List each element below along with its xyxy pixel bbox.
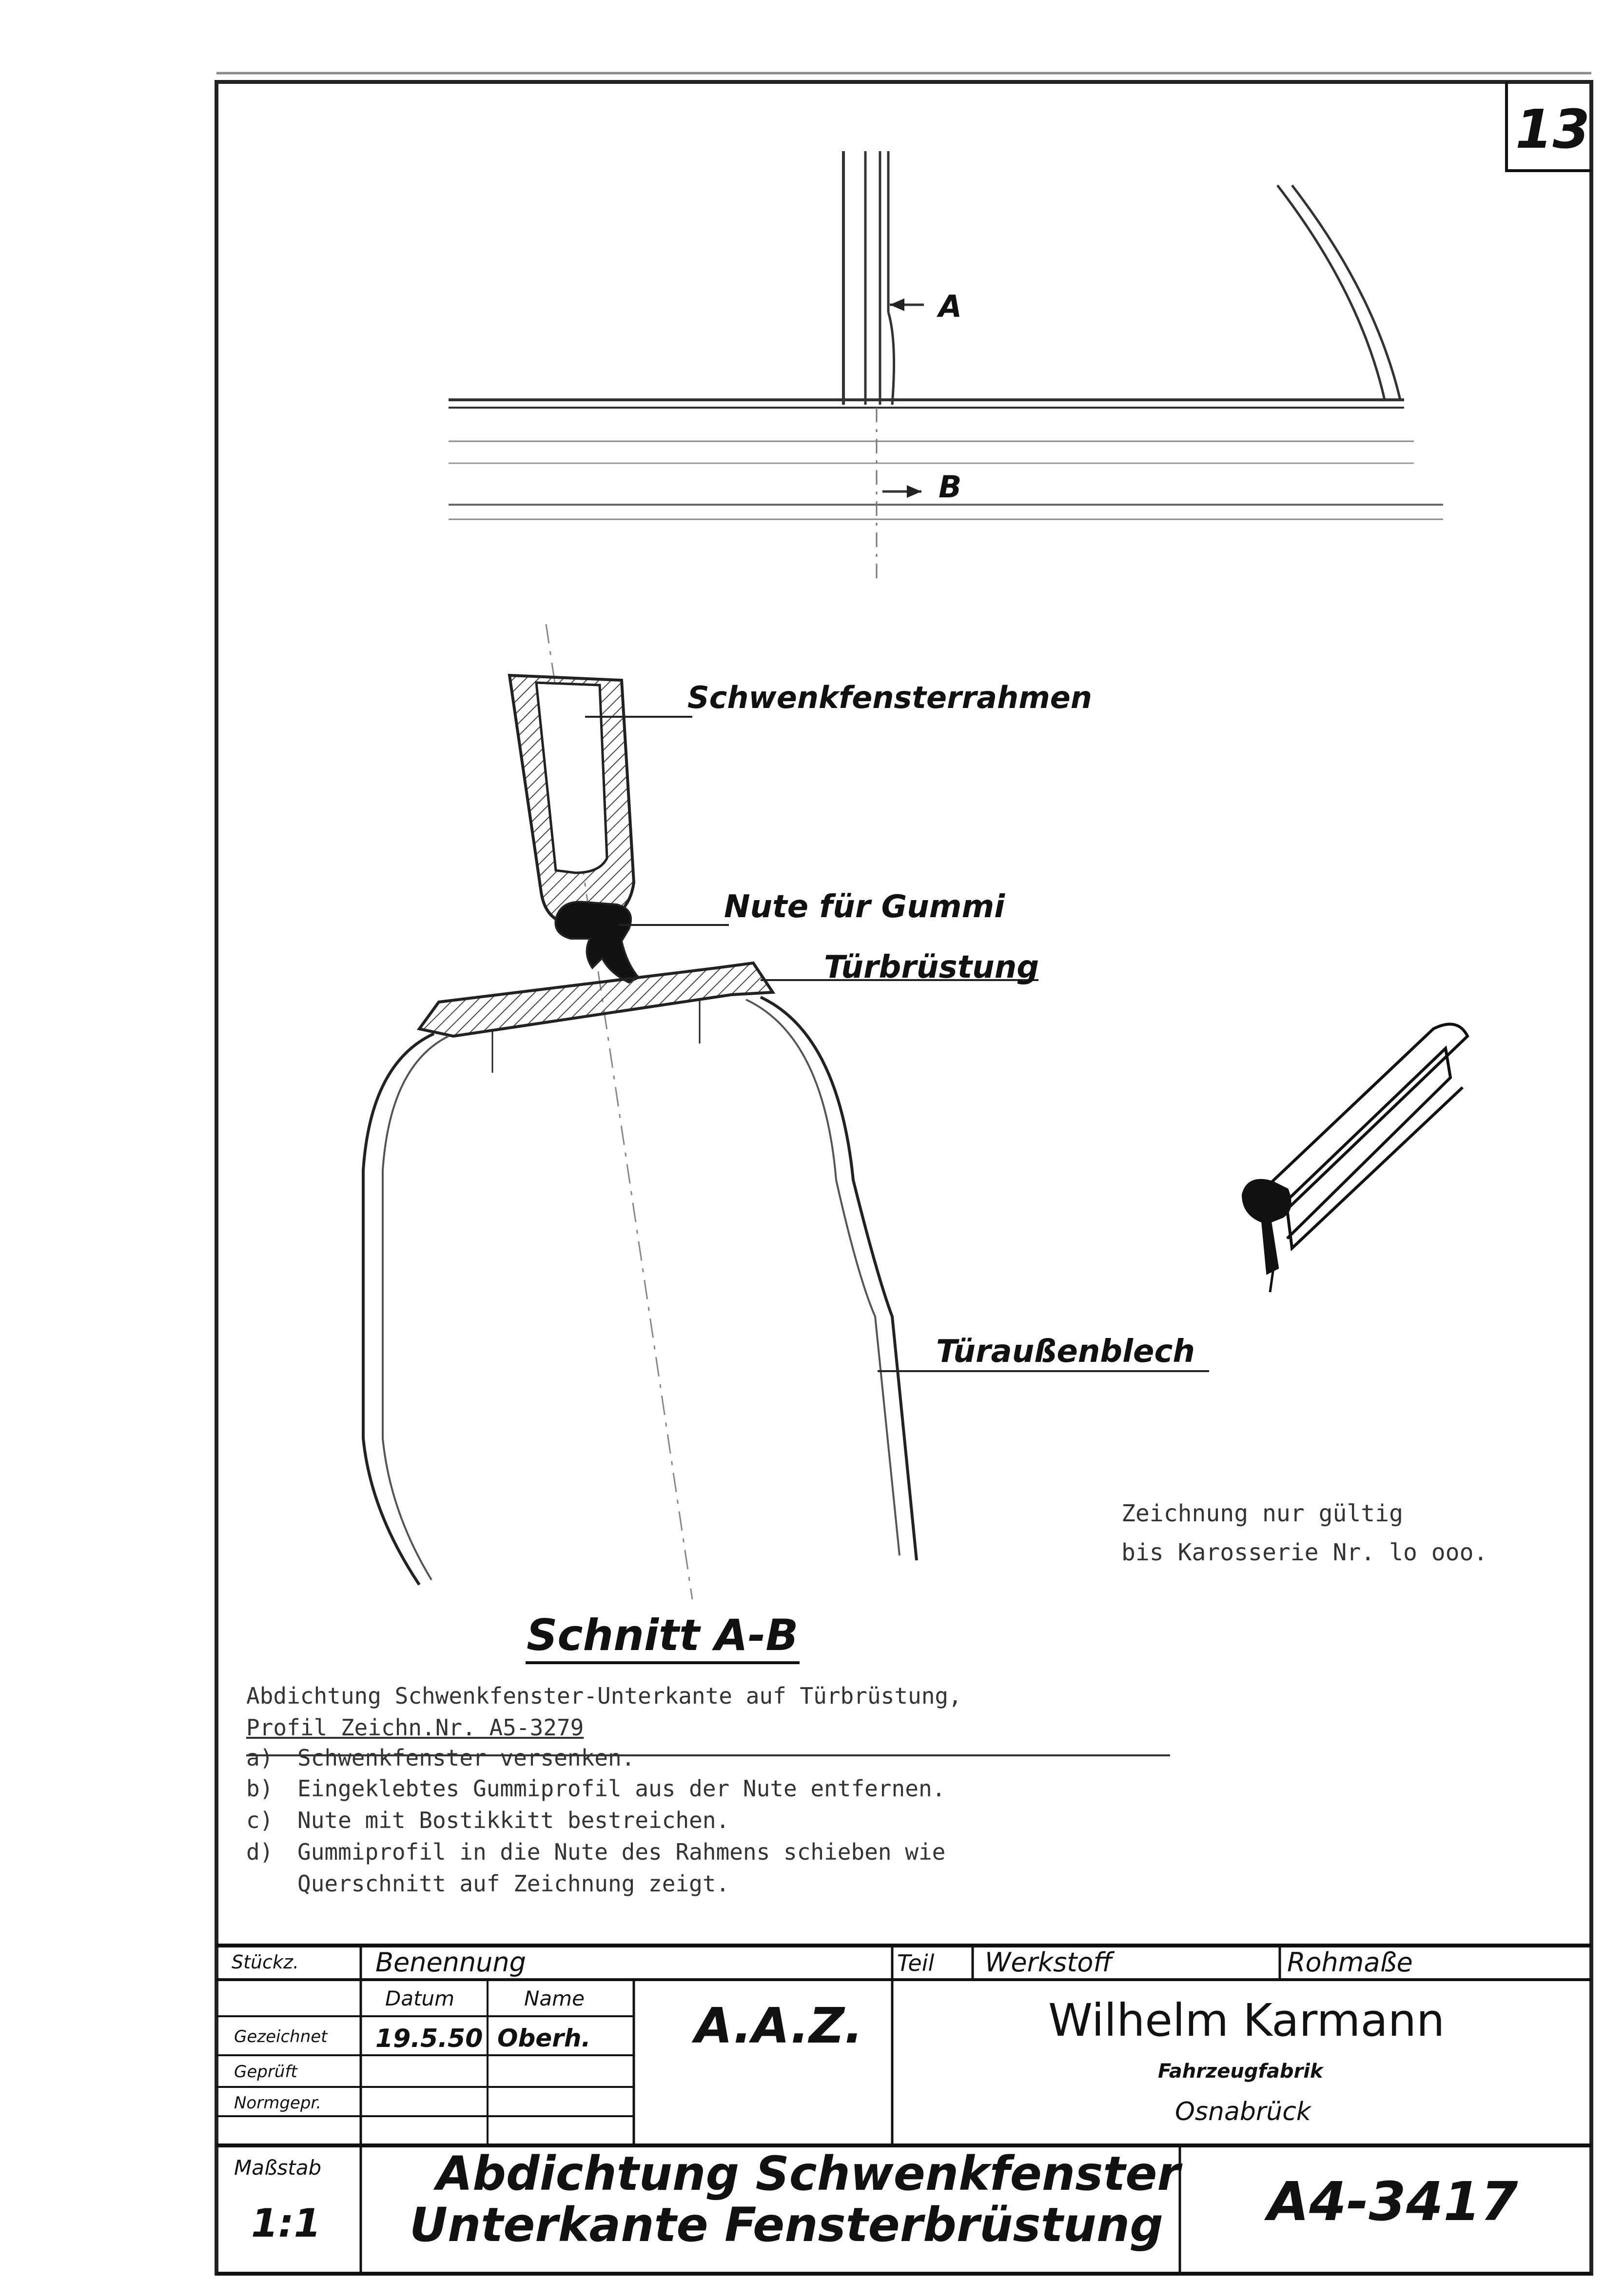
- row-checked: Geprüft: [234, 2062, 297, 2082]
- scale-value: 1:1: [251, 2201, 321, 2246]
- validity-note-line1: Zeichnung nur gültig: [1121, 1500, 1403, 1527]
- drawn-name: Oberh.: [497, 2024, 591, 2052]
- row-norm: Normgepr.: [234, 2093, 322, 2113]
- company-subtitle: Fahrzeugfabrik: [1158, 2060, 1323, 2083]
- step-text-d-cont: Querschnitt auf Zeichnung zeigt.: [297, 1870, 730, 1897]
- step-text-c: Nute mit Bostikkitt bestreichen.: [297, 1807, 730, 1833]
- drawn-date: 19.5.50: [375, 2024, 483, 2053]
- top-view: [449, 151, 1443, 585]
- department-code: A.A.Z.: [695, 1997, 863, 2054]
- header-material: Werkstoff: [985, 1947, 1113, 1978]
- rubber-profile-section: [555, 902, 639, 983]
- title-line-1: Abdichtung Schwenkfenster: [436, 2146, 1180, 2201]
- section-marker-b: B: [939, 469, 962, 505]
- col-date: Datum: [385, 1986, 455, 2010]
- title-line-2: Unterkante Fensterbrüstung: [410, 2198, 1163, 2252]
- row-drawn: Gezeichnet: [234, 2027, 328, 2046]
- instructions-heading-2: Profil Zeichn.Nr. A5-3279: [246, 1714, 584, 1741]
- drawing-number: A4-3417: [1268, 2170, 1518, 2233]
- step-text-b: Eingeklebtes Gummiprofil aus der Nute entfernen.: [297, 1775, 946, 1802]
- label-rubber-groove: Nute für Gummi: [724, 889, 1005, 925]
- col-name: Name: [524, 1986, 585, 2010]
- company-city: Osnabrück: [1175, 2097, 1311, 2126]
- label-window-frame: Schwenkfensterrahmen: [687, 680, 1092, 715]
- header-qty: Stückz.: [232, 1951, 299, 1973]
- header-raw-size: Rohmaße: [1287, 1947, 1413, 1978]
- scale-label: Maßstab: [234, 2156, 322, 2180]
- step-letter-b: b): [246, 1775, 274, 1802]
- step-text-d: Gummiprofil in die Nute des Rahmens schieben wie: [297, 1839, 946, 1865]
- door-outer-panel: [363, 1034, 434, 1585]
- section-marker-a: A: [939, 289, 962, 324]
- validity-note-line2: bis Karosserie Nr. lo ooo.: [1121, 1539, 1488, 1566]
- section-view: [363, 624, 1209, 1599]
- label-outer-panel: Türaußenblech: [936, 1334, 1195, 1370]
- step-letter-a: a): [246, 1745, 274, 1771]
- company-name: Wilhelm Karmann: [1048, 1994, 1445, 2046]
- section-title: Schnitt A-B: [527, 1610, 799, 1660]
- step-letter-d: d): [246, 1839, 274, 1865]
- step-text-a: Schwenkfenster versenken.: [297, 1745, 635, 1771]
- header-designation: Benennung: [375, 1947, 526, 1978]
- instructions-heading-1: Abdichtung Schwenkfenster-Unterkante auf Türbrüstung,: [246, 1683, 962, 1709]
- header-part: Teil: [897, 1950, 935, 1976]
- label-door-sill: Türbrüstung: [824, 949, 1039, 985]
- profile-isometric: [1243, 1024, 1467, 1292]
- sheet-number: 13: [1515, 98, 1590, 160]
- step-letter-c: c): [246, 1807, 274, 1833]
- door-sill-section: [419, 963, 773, 1036]
